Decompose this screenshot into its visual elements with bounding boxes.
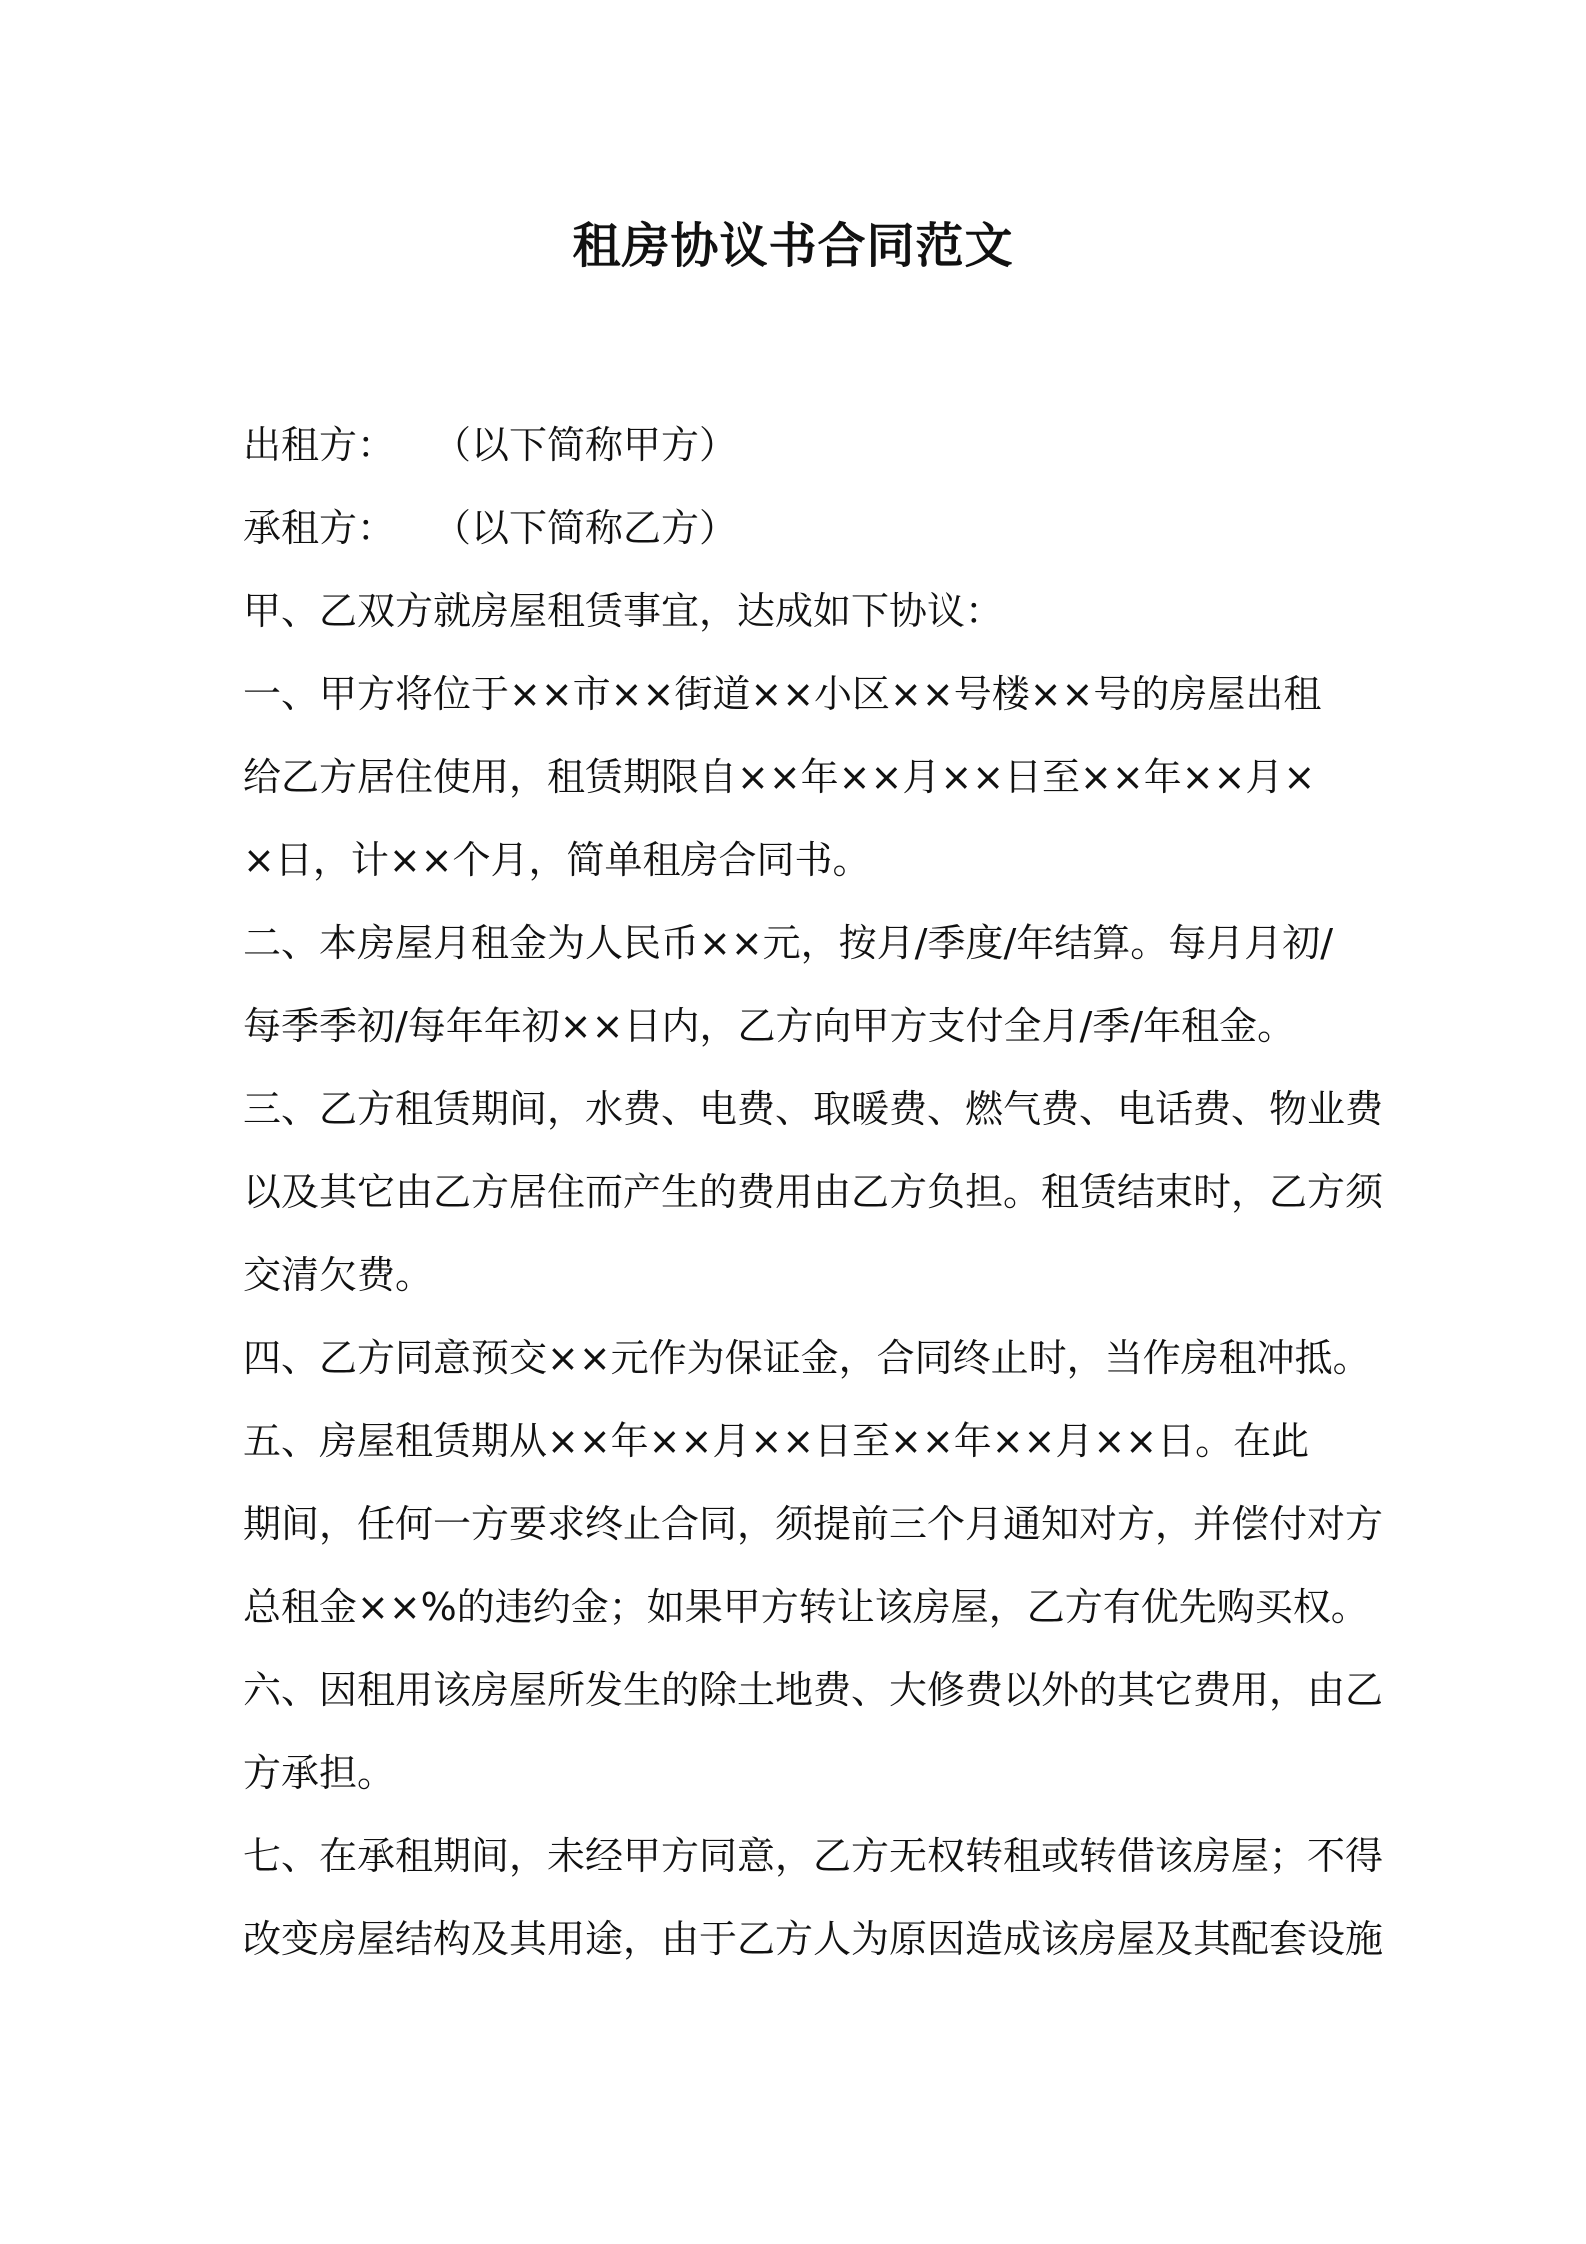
agreement-intro: 甲、乙双方就房屋租赁事宜，达成如下协议： — [243, 589, 1004, 633]
clause-2-line-2: 每季季初/每年年初××日内，乙方向甲方支付全月/季/年租金。 — [243, 1004, 1296, 1048]
lessee-line — [243, 487, 1353, 570]
document-title: 租房协议书合同范文 — [572, 218, 1014, 274]
clause-2-line-1: 二、本房屋月租金为人民币××元，按月/季度/年结算。每月月初/ — [243, 921, 1334, 965]
lessee-note: （以下简称乙方） — [433, 506, 738, 550]
lessor-label: 出租方： — [243, 423, 396, 467]
clause-1-line-2: 给乙方居住使用，租赁期限自××年××月××日至××年××月× — [243, 755, 1316, 799]
clause-3-line-1: 三、乙方租赁期间，水费、电费、取暖费、燃气费、电话费、物业费 — [243, 1087, 1384, 1131]
document-body — [243, 404, 1384, 1981]
lessor-line — [243, 404, 1353, 487]
clause-7-line-1: 七、在承租期间，未经甲方同意，乙方无权转租或转借该房屋；不得 — [243, 1834, 1384, 1878]
clause-1-line-1: 一、甲方将位于××市××街道××小区××号楼××号的房屋出租 — [243, 672, 1322, 716]
clause-4-line-1: 四、乙方同意预交××元作为保证金，合同终止时，当作房租冲抵。 — [243, 1336, 1371, 1380]
clause-3-line-2: 以及其它由乙方居住而产生的费用由乙方负担。租赁结束时，乙方须 — [243, 1170, 1384, 1214]
lessee-label: 承租方： — [243, 506, 396, 550]
clause-5-line-1: 五、房屋租赁期从××年××月××日至××年××月××日。在此 — [243, 1419, 1310, 1463]
clause-3-line-3: 交清欠费。 — [243, 1253, 434, 1297]
clause-5-line-2: 期间，任何一方要求终止合同，须提前三个月通知对方，并偿付对方 — [243, 1502, 1384, 1546]
clause-7-line-2: 改变房屋结构及其用途，由于乙方人为原因造成该房屋及其配套设施 — [243, 1917, 1384, 1961]
clause-1-line-3: ×日，计××个月，简单租房合同书。 — [243, 838, 871, 882]
clause-5-line-3: 总租金××%的违约金；如果甲方转让该房屋，乙方有优先购买权。 — [243, 1585, 1369, 1629]
clause-6-line-1: 六、因租用该房屋所发生的除土地费、大修费以外的其它费用，由乙 — [243, 1668, 1384, 1712]
lessor-note: （以下简称甲方） — [433, 423, 738, 467]
clause-6-line-2: 方承担。 — [243, 1751, 396, 1795]
